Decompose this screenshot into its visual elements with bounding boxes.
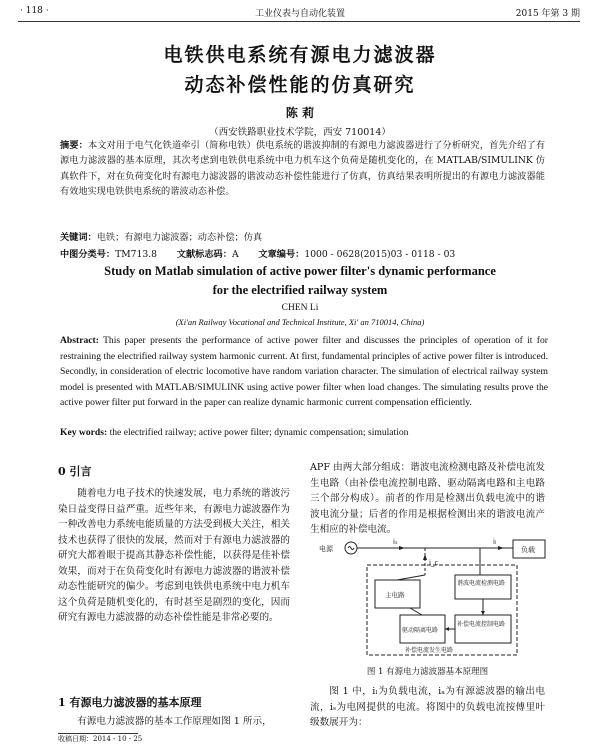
label-il: iₗ [493,538,497,546]
arrow-head-2 [445,627,449,631]
classification-line [60,246,560,260]
clc-value: TM713.8 [115,249,157,260]
footnote [58,735,142,744]
journal-name: 工业仪表与自动化装置 [254,9,345,19]
label-source: 电源 [319,545,333,553]
header-rule [18,21,580,22]
label-drive: 驱动隔离电路 [402,627,439,634]
abstract-cn [60,138,545,199]
keywords-cn-label: 关键词： [60,232,97,243]
title-cn-line2: 动态补偿性能的仿真研究 [184,74,416,96]
label-ic: i_c [429,559,439,567]
right-column-paragraph-1: APF 由两大部分组成：谐波电流检测电路及补偿电流发生电路（由补偿电流控制电路、驱动隔离电路和主电路三个部分构成）。前者的作用是检测出负载电流中的谐波电流分量；后者的作用是根据检测出来的谐波电流产生相应的补偿电流。 [310,462,545,535]
title-cn-line1: 电铁供电系统有源电力滤波器 [163,44,437,66]
arrow-ic-head [423,554,427,560]
title-en-line2: for the electrified railway system [212,283,388,297]
section-0-heading: 0 引言 [58,465,92,478]
figure-1-diagram [305,535,555,663]
section-0-paragraph: 随着电力电子技术的快速发展，电力系统的谐波污染日益变得日益严重。近些年来，有源电力滤波器作为一种改善电力系统电能质量的方法受到极大关注，相关技术也获得了很快的发展，然而对于有源电力滤波器的研究大都着眼于提高其静态补偿性能，以获得是佳补偿效果，而对于在负荷变化时有源电力滤波器的谐波补偿动态性能研究的偏少。考虑到电铁供电系统中电力机车这个负荷是随机变化的，有时甚至是剧烈的变化，因而研究有源电力滤波器的动态补偿性能是非常必要的。 [58,488,290,623]
abstract-en-text: This paper presents the performance of active power filter and discusses the principles of operation of it for restraining the electrified railway system harmonic current. At first, fundamental principles of active power filter is introduced. Secondly, in consideration of electric locomotive have random variation character. The simulation of electrical railway system model is presented with MATLAB/SIMULINK using active power filter when load changes. The simulating results prove the active power filter put forward in the paper can realize dynamic harmonic current compensation efficiently. [60,335,548,409]
link-main-tap [397,575,425,580]
doc-code-label: 文献标志码： [176,249,232,260]
figure-1-caption: 图 1 有源电力滤波器基本原理图 [366,667,489,677]
page-number: · 118 · [20,6,49,16]
detect-box [455,575,511,599]
keywords-en [60,427,548,438]
arrow-il-head [498,546,504,550]
right-column-paragraph-2: 图 1 中，iₗ为负载电流，iₐ为有源滤波器的输出电流，iₛ为电网提供的电流。将图中的负载电流按傅里叶级数展开为： [310,686,545,728]
affiliation-en: (Xi'an Railway Vocational and Technical Institute, Xi' an 710014, China) [175,317,425,327]
author-cn: 陈 莉 [285,106,315,120]
keywords-cn [60,230,545,246]
generator-group [367,565,517,655]
author-en: CHEN Li [281,303,319,313]
label-load: 负载 [521,546,535,554]
issue-info: 2015 年第 3 期 [515,9,580,19]
control-box [455,615,511,643]
doc-code-value: A [231,249,239,260]
section-1-paragraph: 有源电力滤波器的基本工作原理如图 1 所示， [77,716,272,727]
abstract-en-label: Abstract: [60,335,99,346]
abstract-cn-label: 摘要： [60,140,88,151]
arrow-head-1 [481,611,485,615]
article-no-value: 1000 - 0628(2015)03 - 0118 - 03 [304,249,456,260]
label-control: 补偿电流控制电路 [457,621,506,628]
title-en-line1: Study on Matlab simulation of active power filter's dynamic performance [104,264,496,278]
label-main: 主电路 [385,591,405,599]
keywords-en-label: Key words: [60,427,108,438]
keywords-en-text: the electrified railway; active power filter; dynamic compensation; simulation [109,427,409,438]
footnote-received: 收稿日期：2014 - 10 - 25 [58,735,143,743]
keywords-cn-text: 电铁；有源电力滤波器；动态补偿；仿真 [96,232,263,243]
arrow-is-head [399,546,405,550]
footnote-rule [58,733,138,734]
section-1-heading: 1 有源电力滤波器的基本原理 [58,696,202,709]
clc-label: 中图分类号： [60,249,116,260]
article-no-label: 文章编号： [258,249,305,260]
label-is: iₛ [393,538,398,546]
affiliation-cn: （西安铁路职业技术学院，西安 710014） [209,127,391,138]
sine-icon [348,547,354,550]
label-detect: 谐波电流检测电路 [457,580,506,587]
abstract-en [60,333,548,411]
arrow-drive-main [410,608,422,615]
abstract-cn-text: 本文对用于电气化铁道牵引（简称电铁）供电系统的谐波抑制的有源电力滤波器进行了分析研究，首先介绍了有源电力滤波器的基本原理，其次考虑到电铁供电系统中电力机车这个负荷是随机变化的，在 MATLAB/SIMULINK 仿真软件下，对在负荷变化时有源电力滤波器的谐波动态补偿性能进行了仿真，仿真结果表明所提出的有源电力滤波器能有效地实现电铁供电系统的谐波动态补偿。 [60,140,546,197]
label-generate: 补偿电流发生电路 [405,647,454,654]
